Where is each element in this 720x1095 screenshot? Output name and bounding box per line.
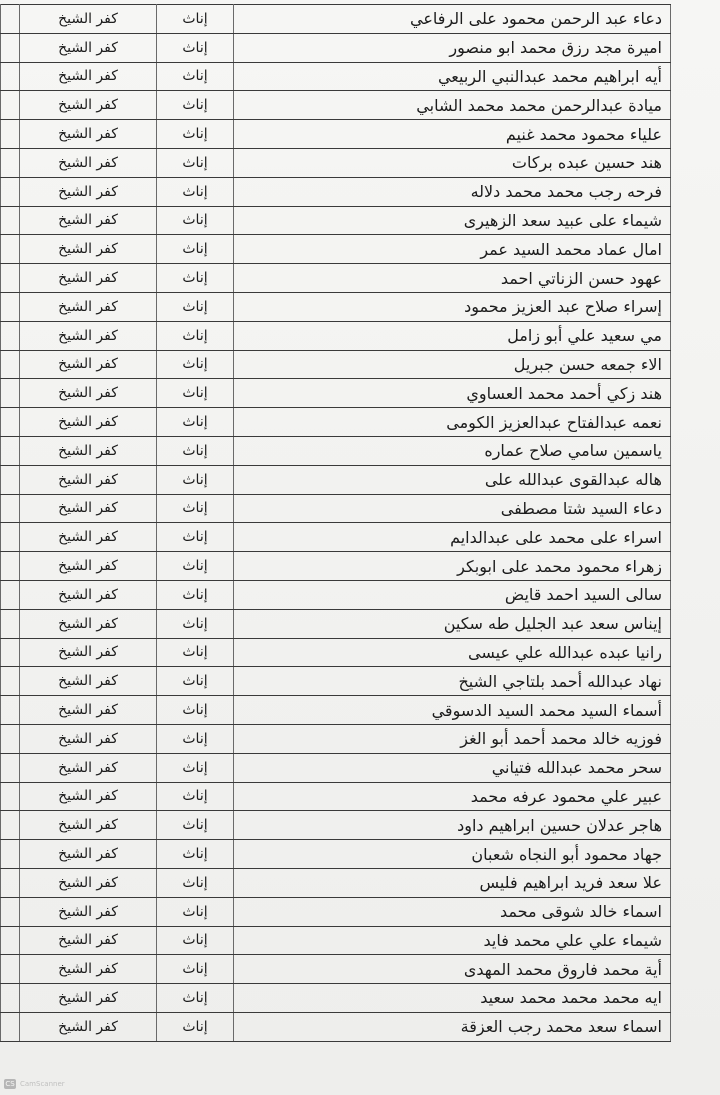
table-row xyxy=(1,696,671,725)
student-name: هاجر عدلان حسين ابراهيم داود xyxy=(234,811,671,840)
governorate-cell: كفر الشيخ xyxy=(20,436,157,465)
governorate-cell: كفر الشيخ xyxy=(20,321,157,350)
table-edge-cell xyxy=(1,840,20,869)
gender-cell: إناث xyxy=(157,523,234,552)
governorate-cell: كفر الشيخ xyxy=(20,753,157,782)
governorate-cell: كفر الشيخ xyxy=(20,609,157,638)
table-row xyxy=(1,667,671,696)
gender-cell: إناث xyxy=(157,350,234,379)
table-edge-cell xyxy=(1,292,20,321)
table-row xyxy=(1,465,671,494)
gender-cell: إناث xyxy=(157,580,234,609)
table-edge-cell xyxy=(1,811,20,840)
student-name: عهود حسن الزناتي احمد xyxy=(234,264,671,293)
names-table-body xyxy=(1,5,671,1042)
table-edge-cell xyxy=(1,5,20,34)
student-name: أيه ابراهيم محمد عبدالنبي الربيعي xyxy=(234,62,671,91)
table-edge-cell xyxy=(1,984,20,1013)
student-name: رانيا عبده عبدالله علي عيسى xyxy=(234,638,671,667)
gender-cell: إناث xyxy=(157,177,234,206)
table-row xyxy=(1,1012,671,1041)
gender-cell: إناث xyxy=(157,724,234,753)
gender-cell: إناث xyxy=(157,1012,234,1041)
table-row xyxy=(1,264,671,293)
gender-cell: إناث xyxy=(157,321,234,350)
governorate-cell: كفر الشيخ xyxy=(20,33,157,62)
student-name: سالى السيد احمد قايض xyxy=(234,580,671,609)
gender-cell: إناث xyxy=(157,868,234,897)
student-name: ميادة عبدالرحمن محمد محمد الشابي xyxy=(234,91,671,120)
student-name: ايه محمد محمد محمد سعيد xyxy=(234,984,671,1013)
table-edge-cell xyxy=(1,724,20,753)
governorate-cell: كفر الشيخ xyxy=(20,350,157,379)
table-edge-cell xyxy=(1,62,20,91)
table-edge-cell xyxy=(1,523,20,552)
table-row xyxy=(1,91,671,120)
student-name: اميرة مجد رزق محمد ابو منصور xyxy=(234,33,671,62)
table-edge-cell xyxy=(1,91,20,120)
table-row xyxy=(1,5,671,34)
table-edge-cell xyxy=(1,868,20,897)
governorate-cell: كفر الشيخ xyxy=(20,955,157,984)
student-name: نهاد عبدالله أحمد بلتاجي الشيخ xyxy=(234,667,671,696)
table-row xyxy=(1,120,671,149)
table-row xyxy=(1,523,671,552)
gender-cell: إناث xyxy=(157,120,234,149)
gender-cell: إناث xyxy=(157,62,234,91)
student-name: شيماء على عبيد سعد الزهيرى xyxy=(234,206,671,235)
gender-cell: إناث xyxy=(157,292,234,321)
table-edge-cell xyxy=(1,897,20,926)
scanner-watermark xyxy=(4,1079,65,1089)
gender-cell: إناث xyxy=(157,465,234,494)
student-name: علياء محمود محمد غنيم xyxy=(234,120,671,149)
table-row xyxy=(1,782,671,811)
table-edge-cell xyxy=(1,436,20,465)
table-row xyxy=(1,840,671,869)
governorate-cell: كفر الشيخ xyxy=(20,494,157,523)
gender-cell: إناث xyxy=(157,753,234,782)
gender-cell: إناث xyxy=(157,148,234,177)
governorate-cell: كفر الشيخ xyxy=(20,206,157,235)
table-row xyxy=(1,321,671,350)
governorate-cell: كفر الشيخ xyxy=(20,408,157,437)
governorate-cell: كفر الشيخ xyxy=(20,1012,157,1041)
table-edge-cell xyxy=(1,638,20,667)
student-name: هند زكي أحمد محمد العساوي xyxy=(234,379,671,408)
governorate-cell: كفر الشيخ xyxy=(20,235,157,264)
gender-cell: إناث xyxy=(157,206,234,235)
gender-cell: إناث xyxy=(157,984,234,1013)
student-name: فوزيه خالد محمد أحمد أبو الغز xyxy=(234,724,671,753)
governorate-cell: كفر الشيخ xyxy=(20,5,157,34)
table-row xyxy=(1,984,671,1013)
table-edge-cell xyxy=(1,264,20,293)
gender-cell: إناث xyxy=(157,811,234,840)
table-row xyxy=(1,436,671,465)
table-edge-cell xyxy=(1,177,20,206)
gender-cell: إناث xyxy=(157,955,234,984)
gender-cell: إناث xyxy=(157,235,234,264)
table-row xyxy=(1,811,671,840)
governorate-cell: كفر الشيخ xyxy=(20,120,157,149)
governorate-cell: كفر الشيخ xyxy=(20,811,157,840)
table-edge-cell xyxy=(1,379,20,408)
governorate-cell: كفر الشيخ xyxy=(20,724,157,753)
student-name: زهراء محمود محمد على ابوبكر xyxy=(234,552,671,581)
governorate-cell: كفر الشيخ xyxy=(20,638,157,667)
student-name: اسماء خالد شوقى محمد xyxy=(234,897,671,926)
table-edge-cell xyxy=(1,33,20,62)
governorate-cell: كفر الشيخ xyxy=(20,667,157,696)
scanner-logo-icon: CS xyxy=(5,1080,15,1088)
student-name: شيماء علي علي محمد فايد xyxy=(234,926,671,955)
table-edge-cell xyxy=(1,206,20,235)
student-name: جهاد محمود أبو النجاه شعبان xyxy=(234,840,671,869)
student-name: دعاء عبد الرحمن محمود على الرفاعي xyxy=(234,5,671,34)
governorate-cell: كفر الشيخ xyxy=(20,782,157,811)
gender-cell: إناث xyxy=(157,264,234,293)
table-row xyxy=(1,724,671,753)
student-name: هاله عبدالقوى عبدالله على xyxy=(234,465,671,494)
table-row xyxy=(1,62,671,91)
table-edge-cell xyxy=(1,580,20,609)
table-edge-cell xyxy=(1,552,20,581)
table-edge-cell xyxy=(1,609,20,638)
table-edge-cell xyxy=(1,782,20,811)
table-edge-cell xyxy=(1,120,20,149)
table-edge-cell xyxy=(1,350,20,379)
governorate-cell: كفر الشيخ xyxy=(20,379,157,408)
names-table xyxy=(0,4,671,1042)
student-name: عبير علي محمود عرفه محمد xyxy=(234,782,671,811)
table-row xyxy=(1,609,671,638)
governorate-cell: كفر الشيخ xyxy=(20,580,157,609)
governorate-cell: كفر الشيخ xyxy=(20,177,157,206)
governorate-cell: كفر الشيخ xyxy=(20,465,157,494)
gender-cell: إناث xyxy=(157,926,234,955)
student-name: علا سعد فريد ابراهيم فليس xyxy=(234,868,671,897)
table-edge-cell xyxy=(1,955,20,984)
table-edge-cell xyxy=(1,753,20,782)
table-edge-cell xyxy=(1,1012,20,1041)
gender-cell: إناث xyxy=(157,638,234,667)
student-name: امال عماد محمد السيد عمر xyxy=(234,235,671,264)
table-row xyxy=(1,926,671,955)
gender-cell: إناث xyxy=(157,408,234,437)
gender-cell: إناث xyxy=(157,5,234,34)
student-name: ياسمين سامي صلاح عماره xyxy=(234,436,671,465)
governorate-cell: كفر الشيخ xyxy=(20,897,157,926)
table-row xyxy=(1,206,671,235)
gender-cell: إناث xyxy=(157,436,234,465)
gender-cell: إناث xyxy=(157,552,234,581)
table-edge-cell xyxy=(1,494,20,523)
gender-cell: إناث xyxy=(157,33,234,62)
student-name: هند حسين عبده بركات xyxy=(234,148,671,177)
student-name: مي سعيد علي أبو زامل xyxy=(234,321,671,350)
table-row xyxy=(1,638,671,667)
student-name: سحر محمد عبدالله فتياني xyxy=(234,753,671,782)
table-row xyxy=(1,148,671,177)
table-row xyxy=(1,408,671,437)
student-name: أية محمد فاروق محمد المهدى xyxy=(234,955,671,984)
table-edge-cell xyxy=(1,408,20,437)
table-edge-cell xyxy=(1,148,20,177)
table-edge-cell xyxy=(1,321,20,350)
table-row xyxy=(1,494,671,523)
governorate-cell: كفر الشيخ xyxy=(20,840,157,869)
governorate-cell: كفر الشيخ xyxy=(20,523,157,552)
student-name: اسراء على محمد على عبدالدايم xyxy=(234,523,671,552)
table-row xyxy=(1,580,671,609)
governorate-cell: كفر الشيخ xyxy=(20,91,157,120)
table-row xyxy=(1,868,671,897)
student-name: دعاء السيد شتا مصطفى xyxy=(234,494,671,523)
governorate-cell: كفر الشيخ xyxy=(20,264,157,293)
gender-cell: إناث xyxy=(157,840,234,869)
student-name: فرحه رجب محمد محمد دلاله xyxy=(234,177,671,206)
governorate-cell: كفر الشيخ xyxy=(20,148,157,177)
gender-cell: إناث xyxy=(157,609,234,638)
table-row xyxy=(1,177,671,206)
table-row xyxy=(1,235,671,264)
governorate-cell: كفر الشيخ xyxy=(20,926,157,955)
gender-cell: إناث xyxy=(157,897,234,926)
governorate-cell: كفر الشيخ xyxy=(20,552,157,581)
student-name: اسماء سعد محمد رجب العزقة xyxy=(234,1012,671,1041)
table-row xyxy=(1,33,671,62)
gender-cell: إناث xyxy=(157,494,234,523)
governorate-cell: كفر الشيخ xyxy=(20,62,157,91)
student-name: نعمه عبدالفتاح عبدالعزيز الكومى xyxy=(234,408,671,437)
gender-cell: إناث xyxy=(157,667,234,696)
table-row xyxy=(1,350,671,379)
table-row xyxy=(1,955,671,984)
gender-cell: إناث xyxy=(157,91,234,120)
governorate-cell: كفر الشيخ xyxy=(20,984,157,1013)
table-edge-cell xyxy=(1,667,20,696)
governorate-cell: كفر الشيخ xyxy=(20,868,157,897)
table-edge-cell xyxy=(1,926,20,955)
student-name: أسماء السيد محمد السيد الدسوقي xyxy=(234,696,671,725)
student-name: إسراء صلاح عبد العزيز محمود xyxy=(234,292,671,321)
gender-cell: إناث xyxy=(157,782,234,811)
table-row xyxy=(1,379,671,408)
scanner-watermark-text: CamScanner xyxy=(20,1080,65,1088)
gender-cell: إناث xyxy=(157,379,234,408)
student-name: الاء جمعه حسن جبريل xyxy=(234,350,671,379)
governorate-cell: كفر الشيخ xyxy=(20,292,157,321)
governorate-cell: كفر الشيخ xyxy=(20,696,157,725)
table-row xyxy=(1,753,671,782)
table-row xyxy=(1,897,671,926)
table-row xyxy=(1,292,671,321)
gender-cell: إناث xyxy=(157,696,234,725)
table-edge-cell xyxy=(1,465,20,494)
table-edge-cell xyxy=(1,235,20,264)
table-row xyxy=(1,552,671,581)
student-name: إيناس سعد عبد الجليل طه سكين xyxy=(234,609,671,638)
table-edge-cell xyxy=(1,696,20,725)
